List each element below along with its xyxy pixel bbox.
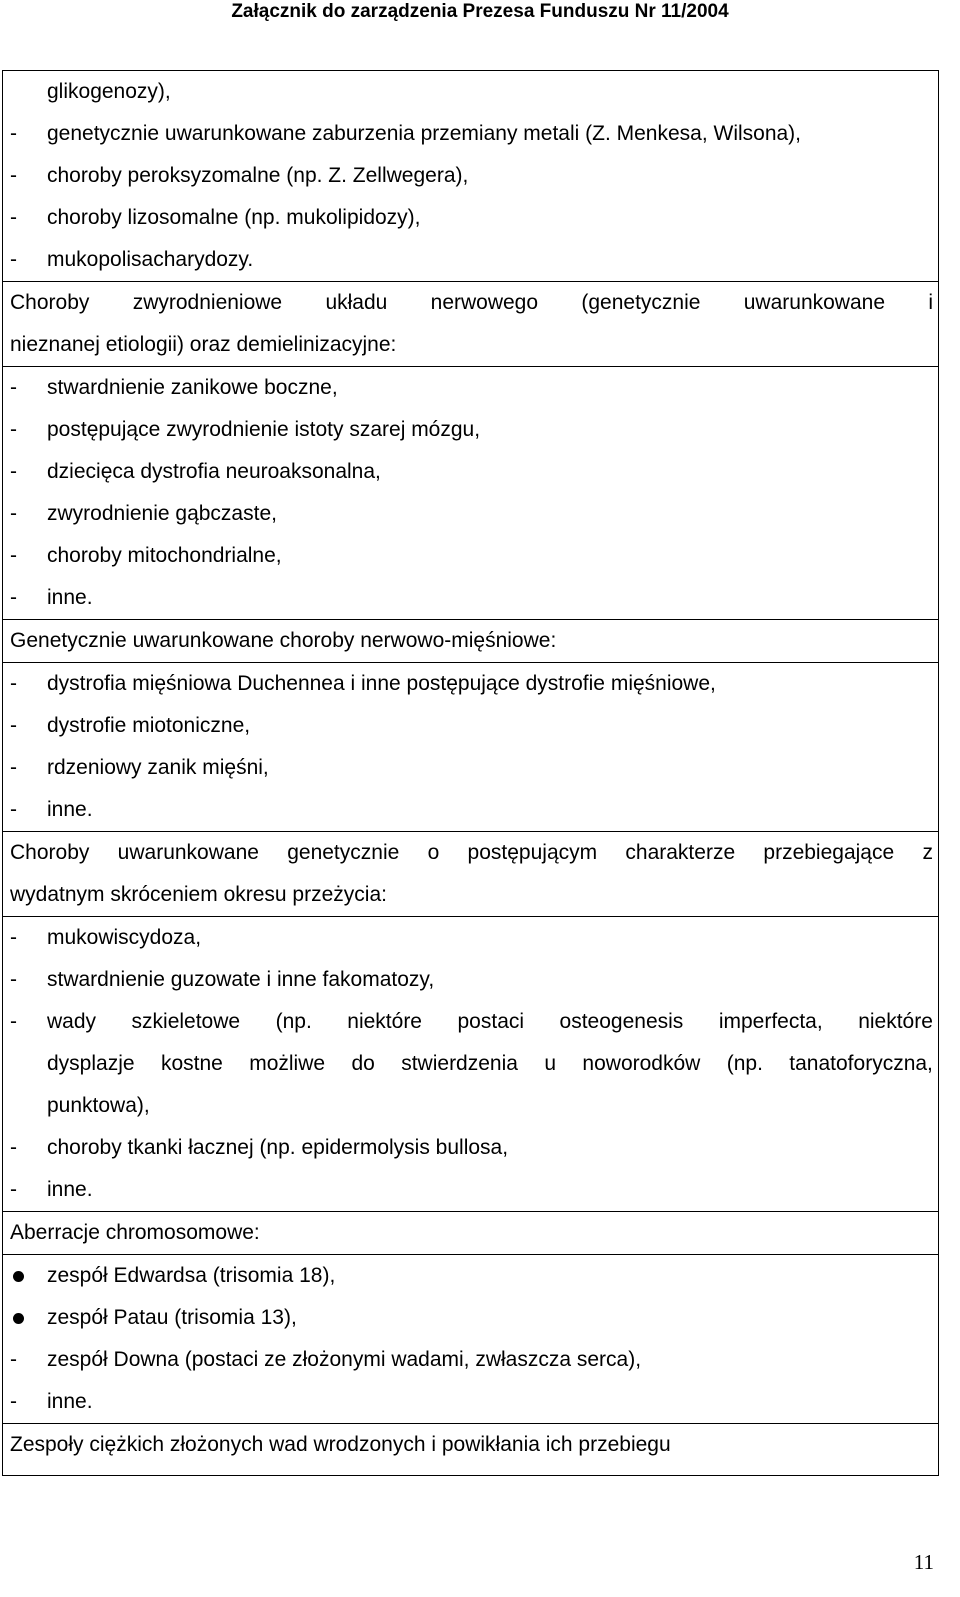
table-row [3, 281, 938, 366]
list-item-text: inne. [47, 798, 93, 821]
dash-marker: - [10, 460, 17, 483]
list-item-text: dystrofia mięśniowa Duchennea i inne postępujące dystrofie mięśniowe, [47, 672, 716, 695]
list-item [3, 1127, 938, 1169]
list-item [3, 789, 938, 831]
list-item [3, 1381, 938, 1423]
list-item-text: glikogenozy), [47, 80, 171, 103]
table-row [3, 1211, 938, 1254]
list-item [3, 535, 938, 577]
list-item-text: mukowiscydoza, [47, 926, 202, 949]
table-row [3, 71, 938, 281]
list-item-text: stwardnienie guzowate i inne fakomatozy, [47, 968, 435, 991]
list-item-text: choroby tkanki łacznej (np. epidermolysis bullosa, [47, 1136, 509, 1159]
list-item [3, 577, 938, 619]
dash-marker: - [10, 206, 17, 229]
list-item-text: postępujące zwyrodnienie istoty szarej mózgu, [47, 418, 481, 441]
dash-marker: - [10, 418, 17, 441]
section-heading-continued: wydatnym skróceniem okresu przeżycia: [10, 883, 387, 906]
dash-marker: - [10, 968, 17, 991]
dash-marker: - [10, 122, 17, 145]
dash-marker: - [10, 1348, 17, 1371]
dash-marker: - [10, 586, 17, 609]
dash-marker: - [10, 672, 17, 695]
bullet-icon [13, 1313, 24, 1324]
list-item [3, 705, 938, 747]
list-item-text: inne. [47, 1178, 93, 1201]
page-number: 11 [913, 1550, 934, 1574]
list-item [3, 239, 938, 281]
bullet-list-item [3, 1255, 938, 1297]
dash-marker: - [10, 164, 17, 187]
list-item [3, 663, 938, 705]
list-item-text: dziecięca dystrofia neuroaksonalna, [47, 460, 381, 483]
table-row [3, 1423, 938, 1466]
list-item-text: zespół Downa (postaci ze złożonymi wadami, zwłaszcza serca), [47, 1348, 642, 1371]
list-item-text: inne. [47, 1390, 93, 1413]
table-row [3, 366, 938, 619]
section-heading: Genetycznie uwarunkowane choroby nerwowo-mięśniowe: [10, 629, 557, 652]
list-item-text: dysplazje kostne możliwe do stwierdzenia u noworodków (np. tanatoforyczna, [47, 1052, 933, 1075]
dash-marker: - [10, 502, 17, 525]
list-item [3, 917, 938, 959]
section-heading: Aberracje chromosomowe: [10, 1221, 260, 1244]
list-item [3, 197, 938, 239]
dash-marker: - [10, 714, 17, 737]
list-item-text: wady szkieletowe (np. niektóre postaci osteogenesis imperfecta, niektóre [47, 1010, 933, 1033]
content-table [2, 70, 939, 1476]
dash-marker: - [10, 1178, 17, 1201]
list-item-text: zwyrodnienie gąbczaste, [47, 502, 277, 525]
list-item-text: rdzeniowy zanik mięśni, [47, 756, 269, 779]
list-item [3, 493, 938, 535]
list-item-text: choroby lizosomalne (np. mukolipidozy), [47, 206, 421, 229]
table-body [3, 71, 938, 1466]
dash-marker: - [10, 756, 17, 779]
section-heading-continued: nieznanej etiologii) oraz demielinizacyjne: [10, 333, 397, 356]
section-heading-justified: Choroby uwarunkowane genetycznie o postępującym charakterze przebiegające z [10, 841, 933, 864]
dash-marker: - [10, 798, 17, 821]
list-item-text: dystrofie miotoniczne, [47, 714, 251, 737]
list-item [3, 959, 938, 1001]
table-row [3, 916, 938, 1211]
list-item [3, 451, 938, 493]
dash-marker: - [10, 1390, 17, 1413]
list-item-text: mukopolisacharydozy. [47, 248, 254, 271]
list-item-continuation [3, 1043, 938, 1085]
list-item [3, 1169, 938, 1211]
list-item [3, 409, 938, 451]
dash-marker: - [10, 376, 17, 399]
section-heading: Zespoły ciężkich złożonych wad wrodzonych i powikłania ich przebiegu [10, 1433, 671, 1456]
bullet-list-item [3, 1297, 938, 1339]
list-item [3, 367, 938, 409]
list-item [3, 747, 938, 789]
section-heading-justified: Choroby zwyrodnieniowe układu nerwowego (genetycznie uwarunkowane i [10, 291, 933, 314]
table-row [3, 619, 938, 662]
dash-marker: - [10, 248, 17, 271]
list-item-text: inne. [47, 586, 93, 609]
page-header: Załącznik do zarządzenia Prezesa Funduszu Nr 11/2004 [231, 1, 729, 22]
dash-marker: - [10, 926, 17, 949]
list-item [3, 1339, 938, 1381]
list-item-text: zespół Patau (trisomia 13), [47, 1306, 297, 1329]
dash-marker: - [10, 1010, 17, 1033]
list-item [3, 1001, 938, 1043]
table-row [3, 831, 938, 916]
bullet-icon [13, 1271, 24, 1282]
list-item-text: punktowa), [47, 1094, 150, 1117]
list-item-text: stwardnienie zanikowe boczne, [47, 376, 338, 399]
list-item-text: zespół Edwardsa (trisomia 18), [47, 1264, 336, 1287]
list-item [3, 155, 938, 197]
table-row [3, 1254, 938, 1423]
dash-marker: - [10, 544, 17, 567]
dash-marker: - [10, 1136, 17, 1159]
list-item-continuation [3, 1085, 938, 1127]
list-item-continuation [3, 71, 938, 113]
list-item [3, 113, 938, 155]
list-item-text: choroby mitochondrialne, [47, 544, 282, 567]
list-item-text: genetycznie uwarunkowane zaburzenia przemiany metali (Z. Menkesa, Wilsona), [47, 122, 802, 145]
list-item-text: choroby peroksyzomalne (np. Z. Zellwegera), [47, 164, 469, 187]
table-row [3, 662, 938, 831]
